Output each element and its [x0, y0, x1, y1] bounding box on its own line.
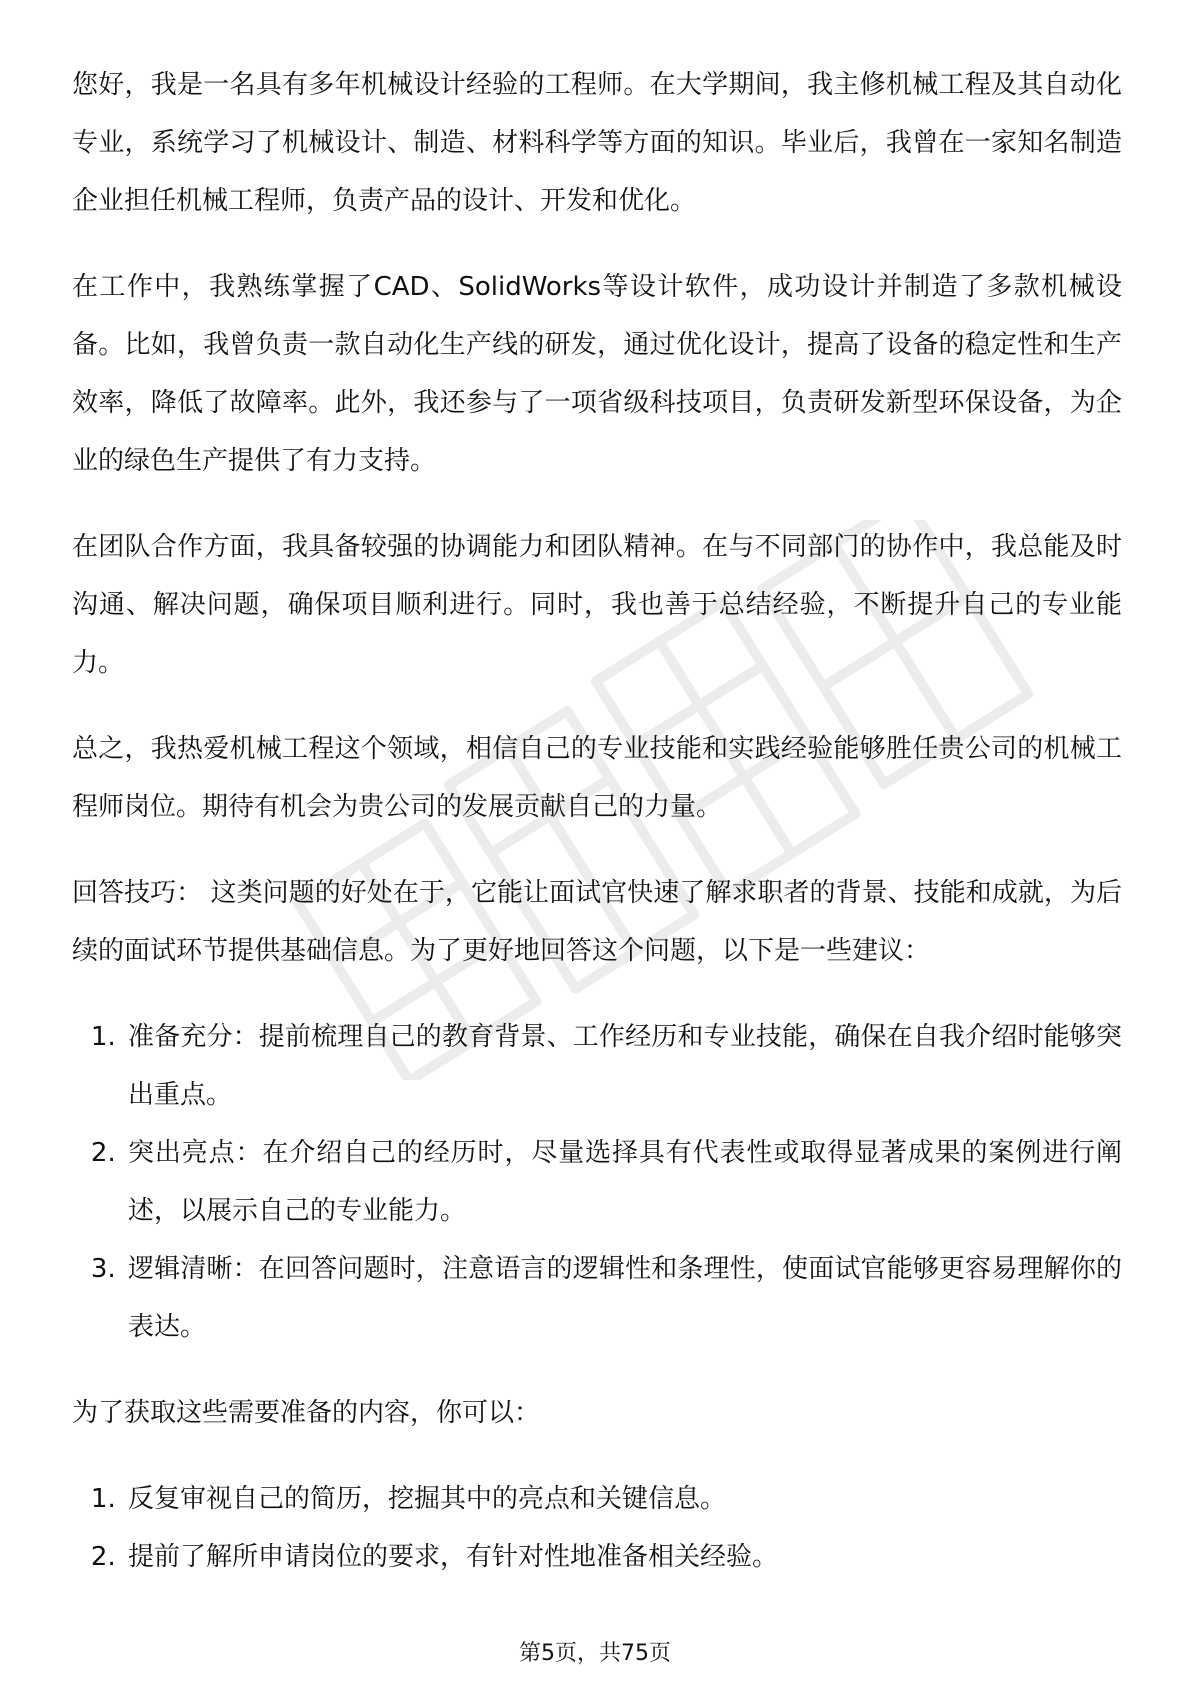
paragraph-intro: 您好，我是一名具有多年机械设计经验的工程师。在大学期间，我主修机械工程及其自动化专业，系统学习了机械设计、制造、材料科学等方面的知识。毕业后，我曾在一家知名制造企业担任机械工程师，负责产品的设计、开发和优化。	[72, 70, 1122, 216]
paragraph-teamwork: 在团队合作方面，我具备较强的协调能力和团队精神。在与不同部门的协作中，我总能及时沟通、解决问题，确保项目顺利进行。同时，我也善于总结经验，不断提升自己的专业能力。	[72, 532, 1122, 678]
tips-list	[72, 1008, 1122, 1356]
list-item: 2. 提前了解所申请岗位的要求，有针对性地准备相关经验。	[124, 1528, 1122, 1586]
list-item: 3. 逻辑清晰：在回答问题时，注意语言的逻辑性和条理性，使面试官能够更容易理解你的表达。	[124, 1240, 1122, 1356]
list-item: 1. 反复审视自己的简历，挖掘其中的亮点和关键信息。	[124, 1470, 1122, 1528]
paragraph-answer-tips: 回答技巧： 这类问题的好处在于，它能让面试官快速了解求职者的背景、技能和成就，为后续的面试环节提供基础信息。为了更好地回答这个问题，以下是一些建议：	[72, 878, 1122, 966]
document-body	[72, 56, 1122, 1614]
list-item: 1. 准备充分：提前梳理自己的教育背景、工作经历和专业技能，确保在自我介绍时能够突出重点。	[124, 1008, 1122, 1124]
page-number: 第5页，共75页	[519, 1641, 671, 1666]
prep-list	[72, 1470, 1122, 1586]
paragraph-prep-intro: 为了获取这些需要准备的内容，你可以：	[72, 1398, 541, 1428]
paragraph-conclusion: 总之，我热爱机械工程这个领域，相信自己的专业技能和实践经验能够胜任贵公司的机械工程师岗位。期待有机会为贵公司的发展贡献自己的力量。	[72, 734, 1122, 822]
paragraph-work-experience: 在工作中，我熟练掌握了CAD、SolidWorks等设计软件，成功设计并制造了多款机械设备。比如，我曾负责一款自动化生产线的研发，通过优化设计，提高了设备的稳定性和生产效率，降低了故障率。此外，我还参与了一项省级科技项目，负责研发新型环保设备，为企业的绿色生产提供了有力支持。	[72, 272, 1122, 476]
list-item: 2. 突出亮点：在介绍自己的经历时，尽量选择具有代表性或取得显著成果的案例进行阐述，以展示自己的专业能力。	[124, 1124, 1122, 1240]
